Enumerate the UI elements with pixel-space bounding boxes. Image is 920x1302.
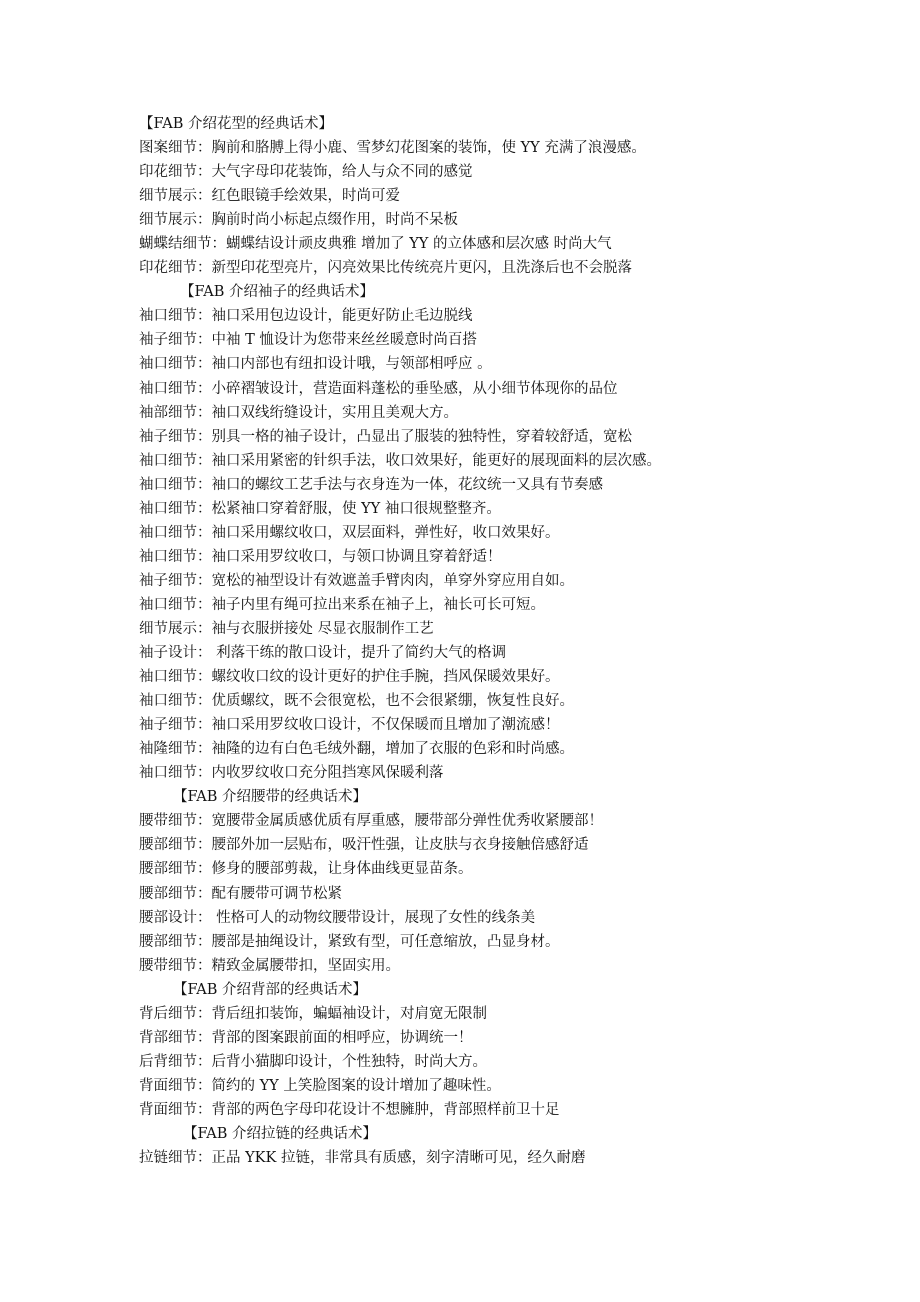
text-line: 袖口细节：松紧袖口穿着舒服，使 YY 袖口很规整整齐。 (139, 500, 501, 517)
section-heading-back: 【FAB 介绍背部的经典话术】 (173, 981, 368, 998)
text-line: 背后细节：背后纽扣装饰，蝙蝠袖设计，对肩宽无限制 (139, 1005, 487, 1022)
text-line: 袖部细节：袖口双线绗缝设计，实用且美观大方。 (139, 404, 458, 421)
text-line: 图案细节：胸前和胳膊上得小鹿、雪梦幻花图案的装饰，使 YY 充满了浪漫感。 (139, 140, 646, 157)
text-line: 袖口细节：袖口内部也有纽扣设计哦，与领部相呼应 。 (139, 356, 492, 373)
text-line: 印花细节：大气字母印花装饰，给人与众不同的感觉 (139, 164, 473, 181)
document-body (139, 112, 879, 1170)
text-line: 腰带细节：宽腰带金属质感优质有厚重感，腰带部分弹性优秀收紧腰部！ (139, 813, 603, 830)
text-line: 拉链细节：正品 YKK 拉链，非常具有质感，刻字清晰可见，经久耐磨 (139, 1150, 586, 1167)
text-line: 袖口细节：袖子内里有绳可拉出来系在袖子上，袖长可长可短。 (139, 596, 545, 613)
text-line: 腰部细节：腰部是抽绳设计，紧致有型，可任意缩放，凸显身材。 (139, 933, 560, 950)
text-line: 袖口细节：螺纹收口纹的设计更好的护住手腕，挡风保暖效果好。 (139, 669, 560, 686)
text-line: 细节展示：红色眼镜手绘效果，时尚可爱 (139, 188, 400, 205)
text-line: 后背细节：后背小猫脚印设计，个性独特，时尚大方。 (139, 1053, 487, 1070)
section-heading-waistband: 【FAB 介绍腰带的经典话术】 (173, 789, 368, 806)
text-line: 袖子细节：中袖 T 恤设计为您带来丝丝暖意时尚百搭 (139, 332, 477, 349)
section-heading-pattern: 【FAB 介绍花型的经典话术】 (139, 116, 334, 132)
text-line: 细节展示：袖与衣服拼接处 尽显衣服制作工艺 (139, 620, 434, 637)
section-heading-sleeve: 【FAB 介绍袖子的经典话术】 (180, 284, 375, 301)
text-line: 背面细节：背部的两色字母印花设计不想臃肿，背部照样前卫十足 (139, 1101, 560, 1118)
text-line: 袖口细节：袖口采用紧密的针织手法，收口效果好，能更好的展现面料的层次感。 (139, 452, 661, 469)
text-line: 袖口细节：优质螺纹，既不会很宽松，也不会很紧绷，恢复性良好。 (139, 693, 574, 710)
text-line: 腰部细节：修身的腰部剪裁，让身体曲线更显苗条。 (139, 861, 473, 878)
text-line: 蝴蝶结细节：蝴蝶结设计顽皮典雅 增加了 YY 的立体感和层次感 时尚大气 (139, 236, 612, 253)
text-line: 背面细节：简约的 YY 上笑脸图案的设计增加了趣味性。 (139, 1077, 501, 1094)
text-line: 腰带细节：精致金属腰带扣，坚固实用。 (139, 957, 400, 974)
section-heading-zipper: 【FAB 介绍拉链的经典话术】 (183, 1125, 378, 1142)
text-line: 印花细节：新型印花型亮片，闪亮效果比传统亮片更闪，且洗涤后也不会脱落 (139, 260, 632, 277)
text-line: 袖口细节：袖口采用包边设计，能更好防止毛边脱线 (139, 308, 473, 325)
text-line: 袖口细节：袖口采用罗纹收口，与领口协调且穿着舒适！ (139, 548, 502, 565)
text-line: 袖子细节：别具一格的袖子设计，凸显出了服装的独特性，穿着较舒适，宽松 (139, 428, 632, 445)
text-line: 袖子设计： 利落干练的散口设计，提升了简约大气的格调 (139, 645, 507, 662)
text-line: 袖子细节：袖口采用罗纹收口设计，不仅保暖而且增加了潮流感！ (139, 717, 560, 734)
text-line: 细节展示：胸前时尚小标起点缀作用，时尚不呆板 (139, 212, 458, 229)
text-line: 袖口细节：小碎褶皱设计，营造面料蓬松的垂坠感，从小细节体现你的品位 (139, 380, 618, 397)
text-line: 腰部细节：配有腰带可调节松紧 (139, 885, 342, 902)
text-line: 袖子细节：宽松的袖型设计有效遮盖手臂肉肉，单穿外穿应用自如。 (139, 572, 574, 589)
text-line: 背部细节：背部的图案跟前面的相呼应，协调统一！ (139, 1029, 473, 1046)
text-line: 腰部设计： 性格可人的动物纹腰带设计，展现了女性的线条美 (139, 909, 536, 926)
text-line: 袖口细节：内收罗纹收口充分阻挡寒风保暖利落 (139, 765, 444, 782)
text-line: 腰部细节：腰部外加一层贴布，吸汗性强，让皮肤与衣身接触倍感舒适 (139, 837, 589, 854)
text-line: 袖口细节：袖口采用螺纹收口，双层面料，弹性好，收口效果好。 (139, 524, 560, 541)
text-line: 袖口细节：袖口的螺纹工艺手法与衣身连为一体，花纹统一又具有节奏感 (139, 476, 603, 493)
text-line: 袖隆细节：袖隆的边有白色毛绒外翻，增加了衣服的色彩和时尚感。 (139, 741, 574, 758)
